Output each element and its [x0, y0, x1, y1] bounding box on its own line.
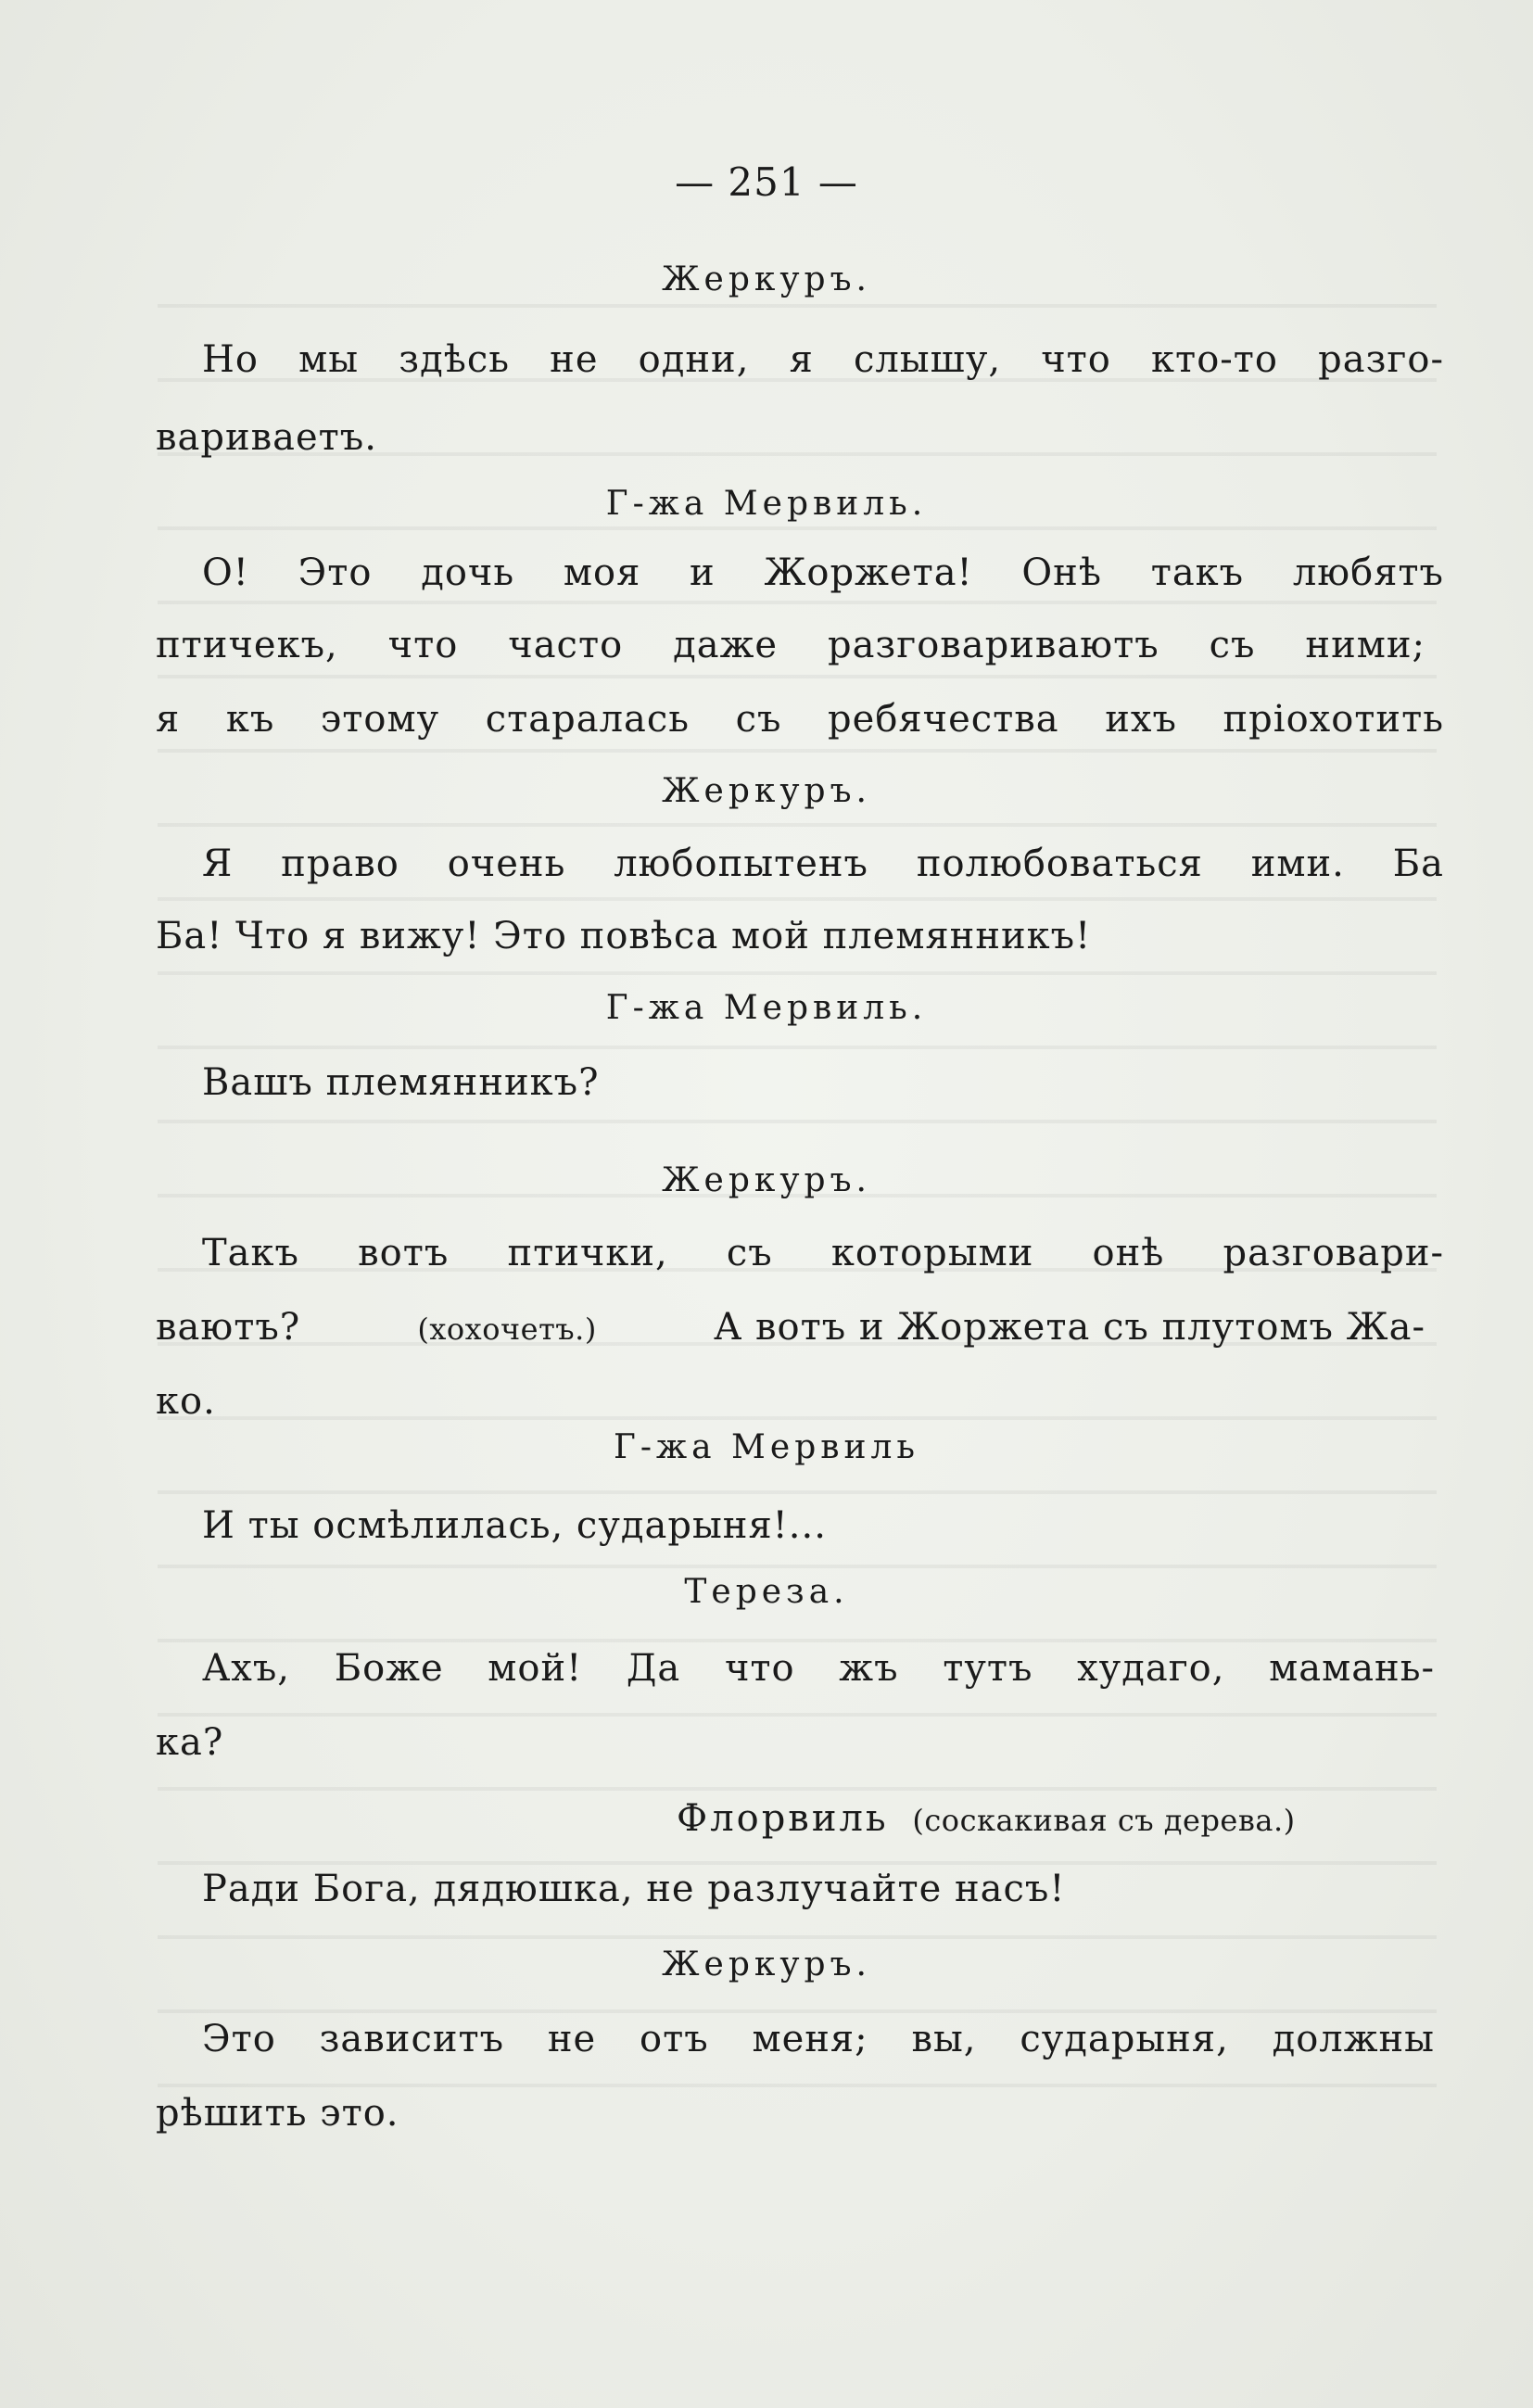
text-line: Ахъ, Боже мой! Да что жъ тутъ худаго, мамань-	[202, 1647, 1435, 1690]
speaker-heading: Жеркуръ.	[662, 772, 871, 810]
speaker-heading: Жеркуръ.	[662, 260, 871, 298]
text-line: рѣшить это.	[156, 2092, 399, 2135]
text-line: Вашъ племянникъ?	[202, 1061, 600, 1104]
speaker-heading-with-stage	[677, 1797, 1296, 1840]
speaker-heading: Г-жа Мервиль.	[605, 989, 928, 1027]
speaker-heading: Г-жа Мервиль	[614, 1428, 919, 1466]
text-segment: А вотъ и Жоржета съ плутомъ Жа-	[713, 1306, 1425, 1349]
text-line: Ба! Что я вижу! Это повѣса мой племянникъ!	[156, 915, 1092, 957]
speaker-heading: Жеркуръ.	[662, 1945, 871, 1983]
text-line: Это зависитъ не отъ меня; вы, сударыня, должны	[202, 2018, 1435, 2060]
text-line: Ради Бога, дядюшка, не разлучайте насъ!	[202, 1868, 1066, 1910]
stage-direction: (хохочетъ.)	[417, 1312, 597, 1347]
text-line: Такъ вотъ птички, съ которыми онѣ разговари-	[202, 1232, 1444, 1274]
text-line: ка?	[156, 1721, 224, 1764]
text-line: вариваетъ.	[156, 416, 377, 459]
text-line: я къ этому старалась съ ребячества ихъ пріохотить	[156, 698, 1444, 741]
speaker-name: Флорвиль	[677, 1797, 889, 1840]
speaker-heading: Г-жа Мервиль.	[605, 485, 928, 523]
page-number: — 251 —	[675, 159, 858, 205]
text-line: Я право очень любопытенъ полюбоваться ими. Ба	[202, 843, 1444, 885]
text-line-with-stage-direction	[156, 1306, 1425, 1349]
speaker-heading: Жеркуръ.	[662, 1161, 871, 1199]
text-line: И ты осмѣлилась, сударыня!...	[202, 1504, 827, 1547]
text-line: Но мы здѣсь не одни, я слышу, что кто-то разго-	[202, 338, 1444, 381]
text-line: О! Это дочь моя и Жоржета! Онѣ такъ любятъ	[202, 551, 1444, 594]
stage-direction: (соскакивая съ дерева.)	[912, 1803, 1296, 1838]
speaker-heading: Тереза.	[684, 1573, 849, 1611]
text-line: птичекъ, что часто даже разговариваютъ съ ними;	[156, 624, 1425, 666]
text-line: ко.	[156, 1380, 216, 1423]
text-segment: ваютъ?	[156, 1306, 301, 1349]
